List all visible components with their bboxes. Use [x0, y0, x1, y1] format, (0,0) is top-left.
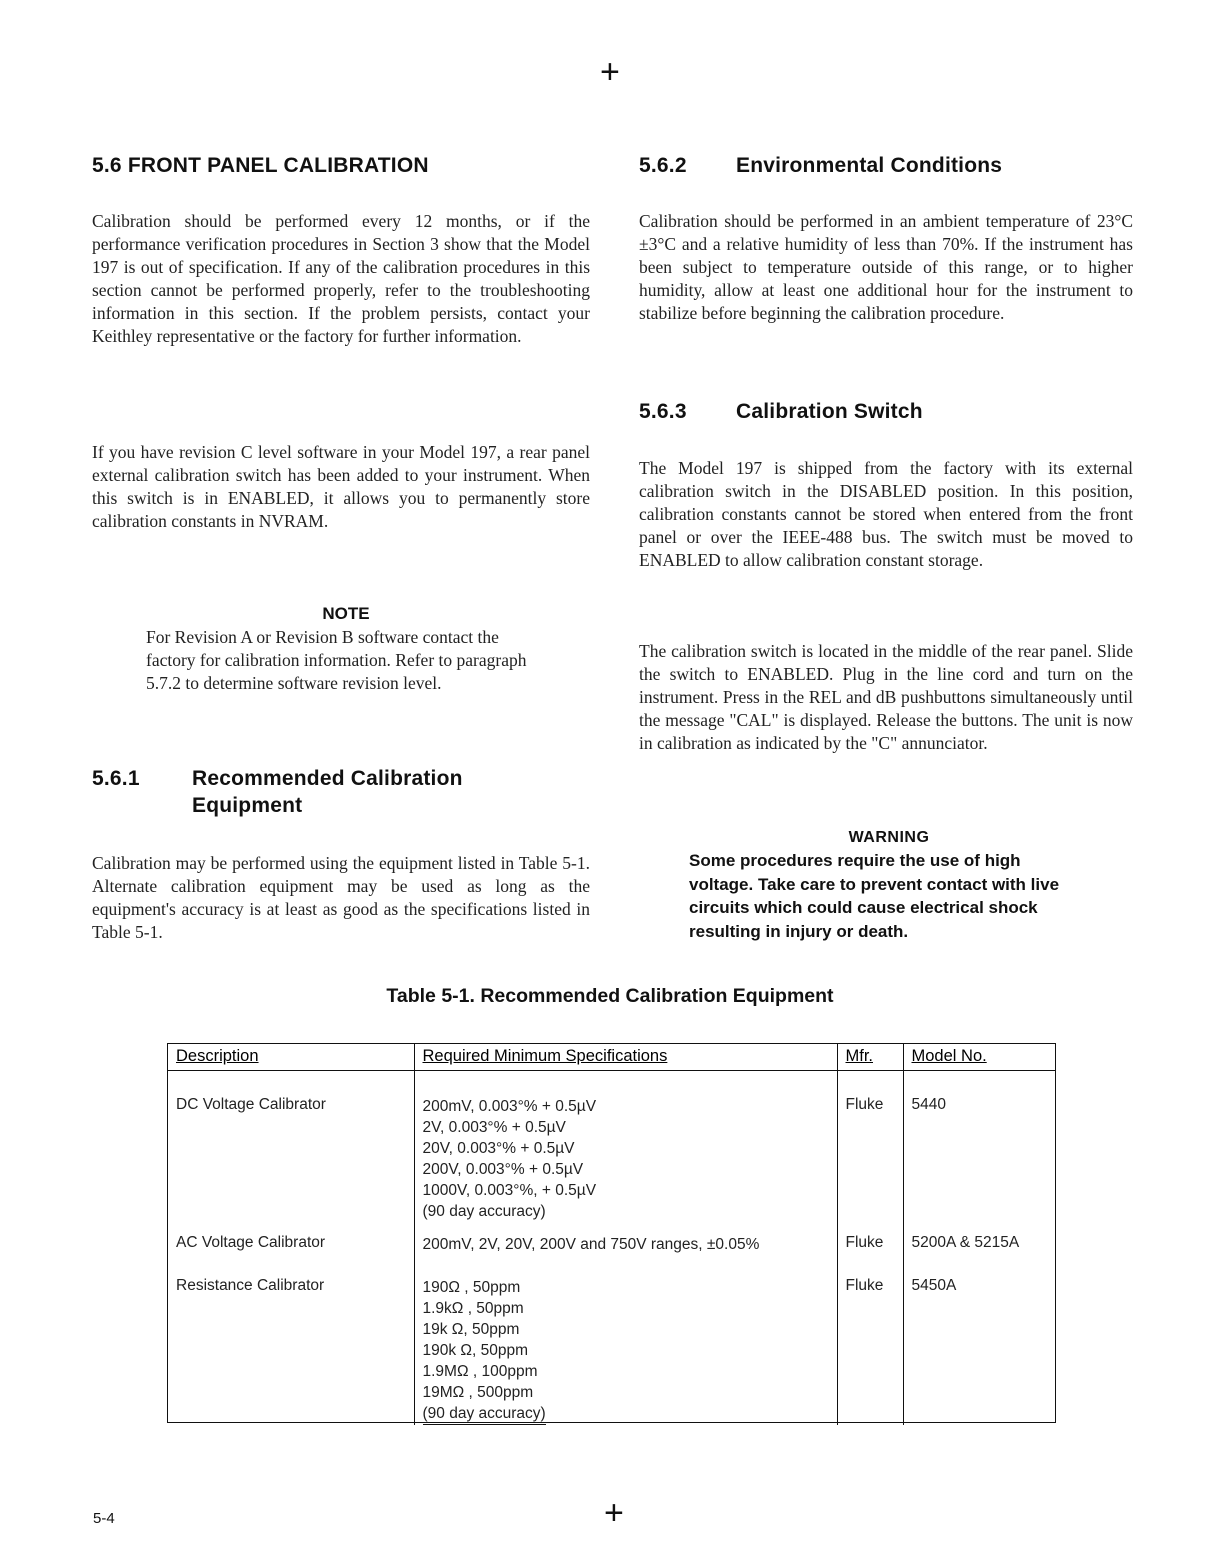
table-row	[168, 1070, 1055, 1222]
spec-line: 20V, 0.003°% + 0.5µV	[422, 1139, 575, 1157]
row-model: 5440	[903, 1070, 1055, 1222]
calibration-equipment-table	[167, 1043, 1056, 1423]
subsection-number: 5.6.3	[639, 400, 687, 423]
spec-line: 1000V, 0.003°%, + 0.5µV	[422, 1181, 597, 1199]
subsection-5-6-1-heading	[92, 767, 612, 818]
spec-line: 1.9kΩ , 50ppm	[422, 1299, 524, 1317]
table-row	[168, 1222, 1055, 1264]
spec-line: 2V, 0.003°% + 0.5µV	[422, 1118, 566, 1136]
note-block	[146, 604, 546, 695]
header-mfr: Mfr.	[837, 1044, 903, 1070]
switch-location-paragraph: The calibration switch is located in the middle of the rear panel. Slide the switch to ENABLED. Plug in the line cord and turn on the instrument. Press in the REL and dB pushbuttons simultaneously until the message "CAL" is displayed. Release the buttons. The unit is now in calibration as indicated by the "C" annunciator.	[639, 641, 1133, 753]
spec-line: 190k Ω, 50ppm	[422, 1341, 529, 1359]
subsection-5-6-2-heading	[639, 154, 1002, 178]
subsection-number: 5.6.1	[92, 767, 140, 790]
row-description: AC Voltage Calibrator	[176, 1233, 326, 1251]
registration-mark-top: +	[600, 53, 620, 91]
spec-line: 200V, 0.003°% + 0.5µV	[422, 1160, 584, 1178]
warning-text: Some procedures require the use of high voltage. Take care to prevent contact with live circuits which could cause electrical shock resulting in injury or death.	[689, 851, 1060, 941]
subsection-title: Environmental Conditions	[736, 154, 1003, 177]
row-description: Resistance Calibrator	[176, 1276, 325, 1294]
spec-line: (90 day accuracy)	[423, 1403, 546, 1425]
spec-line: 1.9MΩ , 100ppm	[422, 1362, 538, 1380]
header-description: Description	[168, 1044, 414, 1070]
spec-line: 200mV, 2V, 20V, 200V and 750V ranges, ±0.05%	[422, 1235, 760, 1253]
row-mfr: Fluke	[837, 1264, 903, 1425]
spec-line: (90 day accuracy)	[422, 1202, 546, 1220]
row-mfr: Fluke	[837, 1070, 903, 1222]
note-text: For Revision A or Revision B software contact the factory for calibration information. Refer to paragraph 5.7.2 to determine software revision level.	[146, 627, 527, 693]
spec-line: 200mV, 0.003°% + 0.5µV	[422, 1097, 597, 1115]
warning-title: WARNING	[848, 829, 930, 846]
revision-c-paragraph: If you have revision C level software in your Model 197, a rear panel external calibration switch has been added to your instrument. When this switch is in ENABLED, it allows you to permanently store calibration constants in NVRAM.	[92, 442, 590, 531]
subsection-title-line1: Recommended Calibration	[192, 767, 463, 790]
subsection-title: Calibration Switch	[736, 400, 923, 423]
header-model: Model No.	[903, 1044, 1055, 1070]
spec-line: 19k Ω, 50ppm	[422, 1320, 520, 1338]
row-specs	[414, 1070, 837, 1222]
switch-paragraph: The Model 197 is shipped from the factory with its external calibration switch in the DISABLED position. In this position, calibration constants cannot be stored when entered from the front panel or over the IEEE-488 bus. The switch must be moved to ENABLED to allow calibration constant storage.	[639, 458, 1133, 570]
row-specs	[414, 1264, 837, 1425]
row-mfr: Fluke	[837, 1222, 903, 1264]
spec-line: 190Ω , 50ppm	[422, 1278, 521, 1296]
table-row	[168, 1264, 1055, 1425]
intro-paragraph: Calibration should be performed every 12 months, or if the performance verification procedures in Section 3 show that the Model 197 is out of specification. If any of the calibration procedures in this section cannot be performed properly, refer to the troubleshooting information in this section. If the problem persists, contact your Keithley representative or the factory for further information.	[92, 211, 590, 346]
subsection-number: 5.6.2	[639, 154, 687, 177]
environment-paragraph: Calibration should be performed in an ambient temperature of 23°C ±3°C and a relative humidity of less than 70%. If the instrument has been subject to temperature outside of this range, or to higher humidity, allow at least one additional hour for the instrument to stabilize before beginning the calibration procedure.	[639, 211, 1133, 323]
row-model: 5200A & 5215A	[903, 1222, 1055, 1264]
row-model: 5450A	[903, 1264, 1055, 1425]
equipment-paragraph: Calibration may be performed using the equipment listed in Table 5-1. Alternate calibration equipment may be used as long as the equipment's accuracy is at least as good as the specifications listed in Table 5-1.	[92, 853, 590, 942]
page-number: 5-4	[93, 1510, 115, 1527]
header-specifications: Required Minimum Specifications	[414, 1044, 837, 1070]
spec-line: 19MΩ , 500ppm	[422, 1383, 534, 1401]
row-description: DC Voltage Calibrator	[176, 1095, 326, 1113]
note-title: NOTE	[322, 604, 370, 623]
section-title: 5.6 FRONT PANEL CALIBRATION	[92, 154, 429, 177]
subsection-5-6-3-heading	[639, 400, 923, 424]
warning-block	[689, 829, 1089, 943]
registration-mark-bottom: +	[604, 1494, 624, 1532]
row-specs	[414, 1222, 837, 1264]
table-title: Table 5-1. Recommended Calibration Equipment	[386, 985, 834, 1007]
subsection-title-line2: Equipment	[192, 794, 303, 817]
